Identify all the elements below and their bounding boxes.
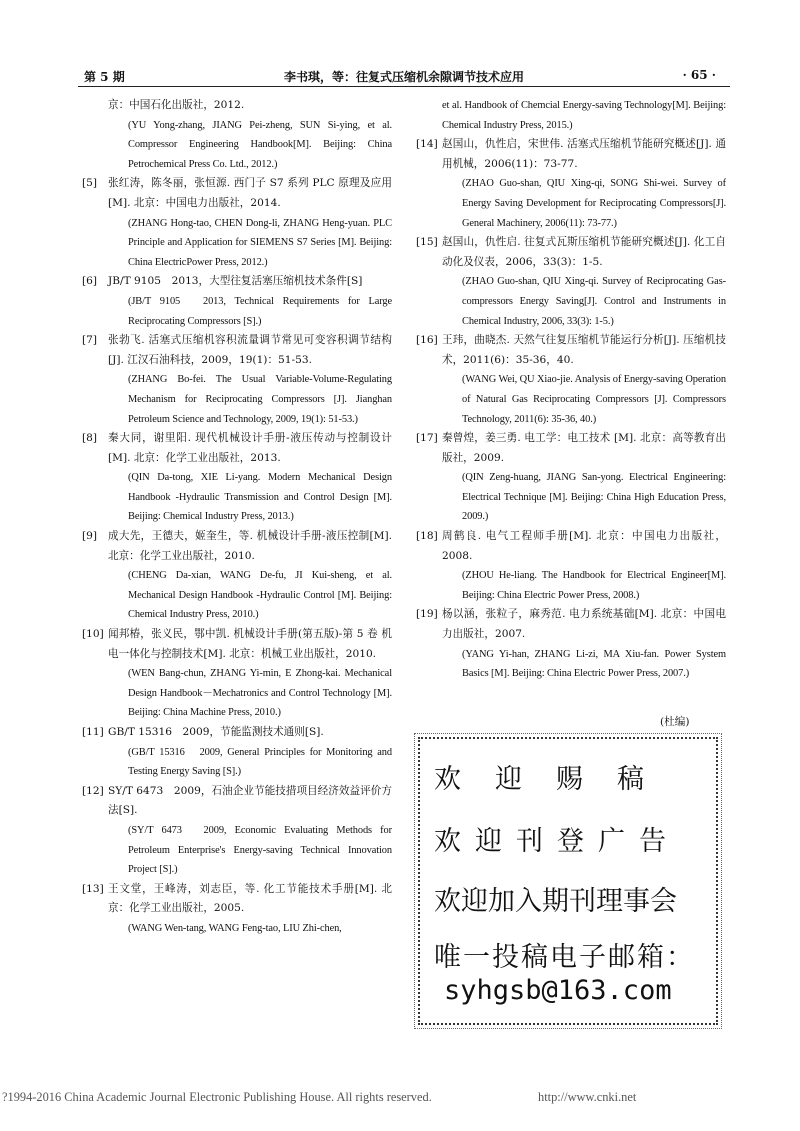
- reference-english-text: (WANG Wen-tang, WANG Feng-tao, LIU Zhi-chen,: [128, 922, 342, 934]
- reference-number: [8]: [82, 432, 98, 445]
- reference-entry: [82, 782, 392, 880]
- reference-number: [14]: [416, 138, 438, 151]
- reference-english-text: (WANG Wei, QU Xiao-jie. Analysis of Energy-saving Operation of Natural Gas Reciprocating Compressors [J]. Compressors Technology, 2011(6): 35-36, 40.): [462, 374, 726, 425]
- reference-chinese-text: 张勃飞. 活塞式压缩机容积流量调节常见可变容积调节结构[J]. 江汉石油科技，2009，19(1)：51-53.: [108, 334, 392, 366]
- reference-entry: [82, 429, 392, 527]
- reference-entry: [82, 723, 392, 782]
- copyright-notice: ?1994-2016 China Academic Journal Electronic Publishing House. All rights reserved.: [2, 1090, 432, 1104]
- reference-entry: [82, 174, 392, 272]
- reference-number: [11]: [82, 726, 104, 738]
- reference-entry: [82, 880, 392, 939]
- ad-email-label: 唯一投稿电子邮箱：: [434, 942, 695, 973]
- reference-chinese-text: 周鹤良. 电气工程师手册[M]. 北京：中国电力出版社，2008.: [442, 530, 726, 562]
- page-header: [78, 60, 730, 87]
- reference-entry: [82, 272, 392, 331]
- reference-english-text: (ZHANG Hong-tao, CHEN Dong-li, ZHANG Heng-yuan. PLC Principle and Application for SIEMENS S7 Series [M]. Beijing: China ElectricPower Press, 2012.): [128, 217, 392, 268]
- ad-email-address[interactable]: syhgsb@163.com: [444, 975, 672, 1006]
- reference-chinese-text: 闻邦椿，张义民，鄂中凯. 机械设计手册(第五版)-第 5 卷 机电一体化与控制技术[M]. 北京：机械工业出版社，2010.: [108, 628, 392, 660]
- reference-english-text: (QIN Da-tong, XIE Li-yang. Modern Mechanical Design Handbook -Hydraulic Transmission and Control Design [M]. Beijing: Chemical Industry Press, 2013.): [128, 472, 392, 523]
- ad-welcome-submissions: 欢迎赐稿: [434, 764, 678, 795]
- page-footer: [2, 1090, 798, 1105]
- cnki-link[interactable]: http://www.cnki.net: [538, 1090, 637, 1104]
- reference-chinese-text: SY/T 6473 2009，石油企业节能技措项目经济效益评价方法[S].: [108, 784, 392, 817]
- reference-entry: [416, 135, 726, 233]
- reference-chinese-text: 张红涛，陈冬丽，张恒源. 西门子 S7 系列 PLC 原理及应用[M]. 北京：中国电力出版社，2014.: [108, 177, 392, 209]
- reference-english-text: (CHENG Da-xian, WANG De-fu, JI Kui-sheng, et al. Mechanical Design Handbook -Hydraulic Control [M]. Beijing: Chemical Industry Press, 2010.): [128, 570, 392, 621]
- references-right-column: [416, 96, 726, 684]
- reference-number: [18]: [416, 530, 438, 543]
- editor-note: (杜编): [660, 716, 690, 728]
- reference-entry: [416, 96, 726, 135]
- reference-entry: [416, 331, 726, 429]
- reference-chinese-text: 成大先，王德夫，姬奎生，等. 机械设计手册-液压控制[M]. 北京：化学工业出版社，2010.: [108, 530, 392, 562]
- reference-entry: [82, 625, 392, 723]
- reference-number: [5]: [82, 177, 98, 190]
- reference-english-text: et al. Handbook of Chemcial Energy-saving Technology[M]. Beijing: Chemical Industry Press, 2015.): [442, 100, 726, 131]
- reference-english-text: (ZHANG Bo-fei. The Usual Variable-Volume-Regulating Mechanism for Reciprocating Compressors [J]. Jianghan Petroleum Science and Technology, 2009, 19(1): 51-53.): [128, 374, 392, 425]
- reference-chinese-text: 秦曾煌，姜三勇. 电工学：电工技术 [M]. 北京：高等教育出版社，2009.: [442, 432, 726, 464]
- reference-chinese-text: 京：中国石化出版社，2012.: [108, 99, 245, 111]
- ad-welcome-council: 欢迎加入期刊理事会: [434, 886, 677, 917]
- reference-chinese-text: 秦大同，谢里阳. 现代机械设计手册-液压传动与控制设计[M]. 北京：化学工业出版社，2013.: [108, 432, 392, 464]
- reference-entry: [416, 527, 726, 605]
- reference-english-text: (ZHOU He-liang. The Handbook for Electrical Engineer[M]. Beijing: China Electric Power Press, 2008.): [462, 570, 726, 601]
- reference-english-text: (GB/T 15316 2009, General Principles for Monitoring and Testing Energy Saving [S].): [128, 746, 392, 778]
- reference-entry: [416, 429, 726, 527]
- reference-english-text: (ZHAO Guo-shan, QIU Xing-qi. Survey of Reciprocating Gas-compressors Energy Saving[J]. Control and Instruments in Chemical Industry, 2006, 33(3): 1-5.): [462, 276, 726, 327]
- reference-chinese-text: GB/T 15316 2009，节能监测技术通则[S].: [108, 726, 324, 738]
- reference-english-text: (YU Yong-zhang, JIANG Pei-zheng, SUN Si-ying, et al. Compressor Engineering Handbook[M]. Beijing: China Petrochemical Press Co. Ltd., 2012.): [128, 119, 392, 170]
- reference-entry: [82, 96, 392, 174]
- reference-english-text: (WEN Bang-chun, ZHANG Yi-min, E Zhong-kai. Mechanical Design Handbook－Mechatronics and Control Technology [M]. Beijing: China Machine Press, 2010.): [128, 668, 392, 719]
- references-left-column: [82, 96, 392, 939]
- reference-number: [17]: [416, 432, 438, 445]
- reference-number: [16]: [416, 334, 438, 347]
- reference-chinese-text: 杨以涵，张粒子，麻秀范. 电力系统基础[M]. 北京：中国电力出版社，2007.: [442, 608, 726, 641]
- reference-number: [15]: [416, 236, 438, 249]
- reference-number: [10]: [82, 628, 104, 641]
- reference-chinese-text: JB/T 9105 2013，大型往复活塞压缩机技术条件[S]: [108, 275, 363, 288]
- reference-number: [9]: [82, 530, 98, 543]
- reference-english-text: (YANG Yi-han, ZHANG Li-zi, MA Xiu-fan. Power System Basics [M]. Beijing: China Electric Power Press, 2007.): [462, 648, 726, 680]
- reference-chinese-text: 赵国山，仇性启. 往复式瓦斯压缩机节能研究概述[J]. 化工自动化及仪表，2006，33(3)：1-5.: [442, 236, 726, 268]
- reference-chinese-text: 赵国山，仇性启，宋世伟. 活塞式压缩机节能研究概述[J]. 通用机械，2006(11)：73-77.: [442, 138, 726, 170]
- reference-number: [7]: [82, 334, 98, 347]
- ad-welcome-advertising: 欢迎刊登广告: [434, 826, 680, 857]
- page-number: · 65 ·: [682, 68, 716, 82]
- reference-chinese-text: 王文堂，王峰涛，刘志臣，等. 化工节能技术手册[M]. 北京：化学工业出版社，2005.: [108, 882, 392, 915]
- running-title: 李书琪，等：往复式压缩机余隙调节技术应用: [283, 70, 524, 84]
- reference-entry: [82, 527, 392, 625]
- reference-english-text: (ZHAO Guo-shan, QIU Xing-qi, SONG Shi-wei. Survey of Energy Saving Development for Reciprocating Compressors[J]. General Machinery, 2006(11): 73-77.): [462, 178, 726, 229]
- reference-number: [19]: [416, 608, 438, 621]
- reference-number: [12]: [82, 784, 104, 797]
- reference-number: [6]: [82, 275, 98, 288]
- reference-english-text: (JB/T 9105 2013, Technical Requirements for Large Reciprocating Compressors [S].): [128, 295, 392, 327]
- reference-english-text: (SY/T 6473 2009, Economic Evaluating Methods for Petroleum Enterprise's Energy-saving Technical Innovation Project [S].): [128, 824, 392, 876]
- reference-entry: [416, 605, 726, 683]
- reference-number: [13]: [82, 882, 104, 895]
- advertisement-box: [418, 737, 718, 1025]
- issue-number: 第 5 期: [84, 70, 125, 84]
- reference-english-text: (QIN Zeng-huang, JIANG San-yong. Electrical Engineering: Electrical Technique [M]. Beijing: China High Education Press, 2009.): [462, 472, 726, 523]
- reference-entry: [416, 233, 726, 331]
- reference-entry: [82, 331, 392, 429]
- reference-chinese-text: 王玮，曲晓杰. 天然气往复压缩机节能运行分析[J]. 压缩机技术，2011(6)：35-36，40.: [442, 334, 726, 366]
